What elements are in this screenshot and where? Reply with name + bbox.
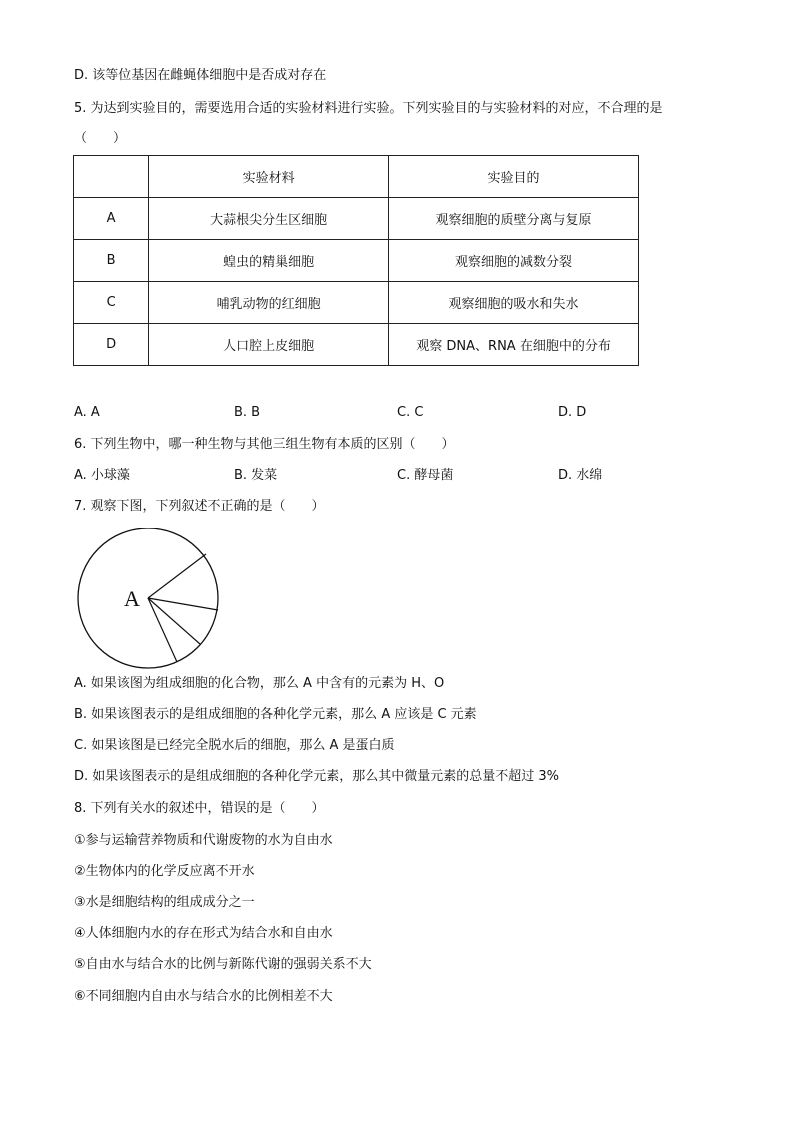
q6-option-a: A. 小球藻 [74, 468, 130, 483]
pie-divider-4 [148, 598, 177, 662]
pie-divider-3 [148, 598, 200, 644]
q6-option-d: D. 水绵 [558, 468, 603, 483]
q7-option-b: B. 如果该图表示的是组成细胞的各种化学元素，那么 A 应该是 C 元素 [74, 707, 477, 722]
q6-option-c: C. 酵母菌 [397, 468, 454, 483]
q8-statement-6: ⑥不同细胞内自由水与结合水的比例相差不大 [74, 989, 333, 1004]
table-row [74, 282, 639, 324]
table-cell: D [74, 324, 149, 366]
table-cell: 蝗虫的精巢细胞 [149, 240, 389, 282]
table-cell: 观察细胞的质壁分离与复原 [389, 198, 639, 240]
q5-stem: 5. 为达到实验目的，需要选用合适的实验材料进行实验。下列实验目的与实验材料的对应，不合理的是 [74, 101, 663, 116]
pie-divider-1 [148, 554, 206, 598]
q7-option-a: A. 如果该图为组成细胞的化合物，那么 A 中含有的元素为 H、O [74, 676, 445, 691]
q5-option-c: C. C [397, 405, 424, 420]
q8-statement-4: ④人体细胞内水的存在形式为结合水和自由水 [74, 926, 333, 941]
q7-option-c: C. 如果该图是已经完全脱水后的细胞，那么 A 是蛋白质 [74, 738, 395, 753]
q8-statement-1: ①参与运输营养物质和代谢废物的水为自由水 [74, 833, 333, 848]
table-row [74, 240, 639, 282]
table-cell: B [74, 240, 149, 282]
q4-option-d: D. 该等位基因在雌蝇体细胞中是否成对存在 [74, 68, 327, 83]
table-header-cell: 实验目的 [389, 156, 639, 198]
pie-label-a: A [124, 586, 140, 611]
table-cell: 观察细胞的减数分裂 [389, 240, 639, 282]
table-row [74, 198, 639, 240]
table-header-row [74, 156, 639, 198]
q5-option-a: A. A [74, 405, 100, 420]
q5-option-b: B. B [234, 405, 261, 420]
q7-pie-figure [74, 528, 224, 672]
table-cell: A [74, 198, 149, 240]
table-cell: 人口腔上皮细胞 [149, 324, 389, 366]
q8-statement-3: ③水是细胞结构的组成成分之一 [74, 895, 255, 910]
table-header-cell: 实验材料 [149, 156, 389, 198]
table-row [74, 324, 639, 366]
table-cell: 哺乳动物的红细胞 [149, 282, 389, 324]
q5-option-d: D. D [558, 405, 587, 420]
table-cell: 观察细胞的吸水和失水 [389, 282, 639, 324]
q8-statement-2: ②生物体内的化学反应离不开水 [74, 864, 255, 879]
q5-table [73, 155, 639, 366]
table-cell: 观察 DNA、RNA 在细胞中的分布 [389, 324, 639, 366]
q7-option-d: D. 如果该图表示的是组成细胞的各种化学元素，那么其中微量元素的总量不超过 3% [74, 769, 560, 784]
table-cell: 大蒜根尖分生区细胞 [149, 198, 389, 240]
q7-stem: 7. 观察下图，下列叙述不正确的是（ ） [74, 499, 325, 514]
q5-answer-paren: （ ） [74, 131, 127, 146]
pie-divider-2 [148, 598, 218, 610]
q6-stem: 6. 下列生物中，哪一种生物与其他三组生物有本质的区别（ ） [74, 437, 455, 452]
q8-statement-5: ⑤自由水与结合水的比例与新陈代谢的强弱关系不大 [74, 957, 372, 972]
table-cell: C [74, 282, 149, 324]
table-header-cell [74, 156, 149, 198]
q6-option-b: B. 发菜 [234, 468, 278, 483]
q8-stem: 8. 下列有关水的叙述中，错误的是（ ） [74, 801, 325, 816]
